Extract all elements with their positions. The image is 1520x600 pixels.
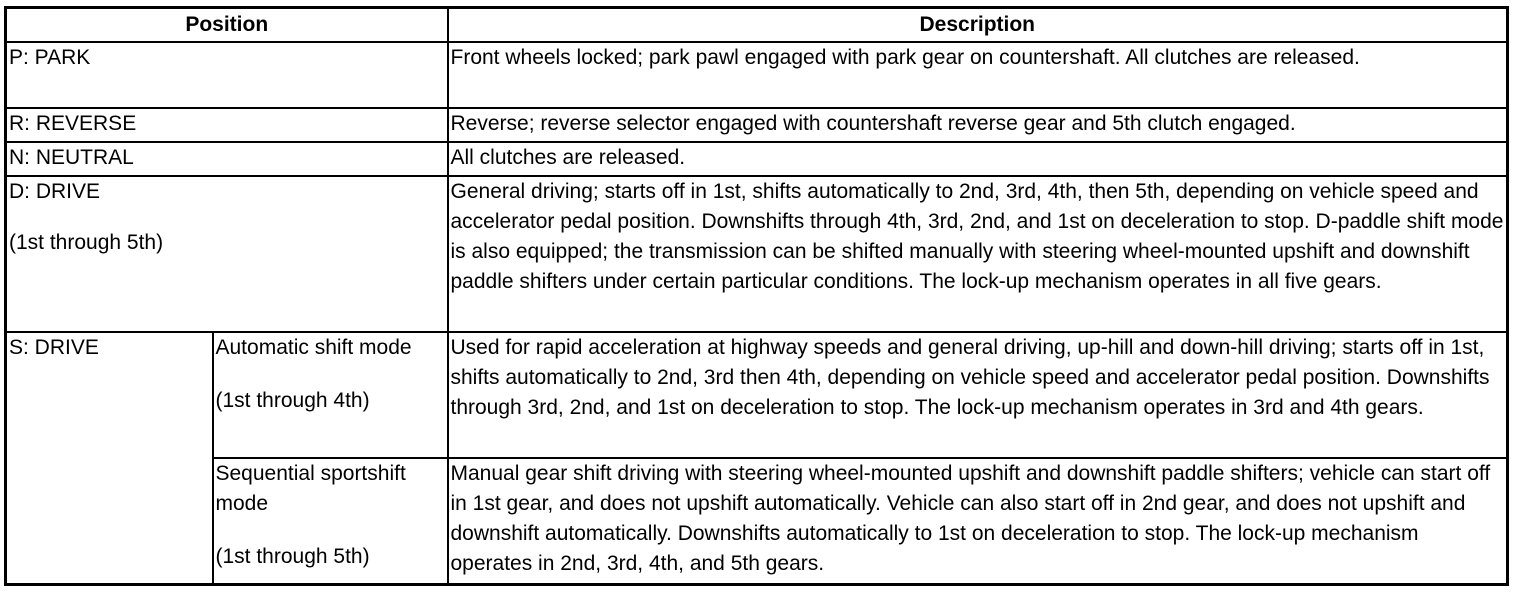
- position-cell: R: REVERSE: [6, 108, 448, 142]
- table-row-s-drive-automatic: [6, 332, 1508, 458]
- table-header-row: [6, 8, 1508, 43]
- table-row-park: [6, 42, 1508, 108]
- description-cell: Manual gear shift driving with steering wheel-mounted upshift and downshift paddle shifters; vehicle can start off in 1st gear, and does not upshift automatically. Vehicle can also start off in 2nd gear, and does not upshift and downshift automatically. Downshifts automatically to 1st on deceleration to stop. The lock-up mechanism operates in 2nd, 3rd, 4th, and 5th gears.: [448, 458, 1508, 584]
- gear-range-label: (1st through 5th): [9, 231, 164, 254]
- table-row-neutral: [6, 142, 1508, 176]
- description-cell: Front wheels locked; park pawl engaged with park gear on countershaft. All clutches are released.: [448, 42, 1508, 108]
- position-cell: P: PARK: [6, 42, 448, 108]
- position-cell: N: NEUTRAL: [6, 142, 448, 176]
- gear-position-table: [4, 6, 1509, 586]
- gear-range-label: (1st through 4th): [215, 389, 370, 412]
- mode-cell: [213, 332, 448, 458]
- description-cell: General driving; starts off in 1st, shifts automatically to 2nd, 3rd, 4th, then 5th, depending on vehicle speed and accelerator pedal position. Downshifts through 4th, 3rd, 2nd, and 1st on deceleration to stop. D-paddle shift mode is also equipped; the transmission can be shifted manually with steering wheel-mounted upshift and downshift paddle shifters under certain particular conditions. The lock-up mechanism operates in all five gears.: [448, 176, 1508, 332]
- position-column-header: Position: [6, 8, 448, 43]
- description-cell: Reverse; reverse selector engaged with countershaft reverse gear and 5th clutch engaged.: [448, 108, 1508, 142]
- position-label: D: DRIVE: [9, 180, 101, 203]
- description-column-header: Description: [448, 8, 1508, 43]
- position-cell: S: DRIVE: [6, 332, 213, 584]
- mode-cell: [213, 458, 448, 584]
- mode-label: Automatic shift mode: [215, 336, 412, 359]
- table-row-drive: [6, 176, 1508, 332]
- description-cell: All clutches are released.: [448, 142, 1508, 176]
- table-row-reverse: [6, 108, 1508, 142]
- gear-range-label: (1st through 5th): [215, 545, 370, 568]
- description-cell: Used for rapid acceleration at highway speeds and general driving, up-hill and down-hill driving; starts off in 1st, shifts automatically to 2nd, 3rd then 4th, depending on vehicle speed and accelerator pedal position. Downshifts through 3rd, 2nd, and 1st on deceleration to stop. The lock-up mechanism operates in 3rd and 4th gears.: [448, 332, 1508, 458]
- mode-label: Sequential sportshift mode: [215, 462, 406, 515]
- position-cell: [6, 176, 448, 332]
- table-row-s-drive-sequential: [6, 458, 1508, 584]
